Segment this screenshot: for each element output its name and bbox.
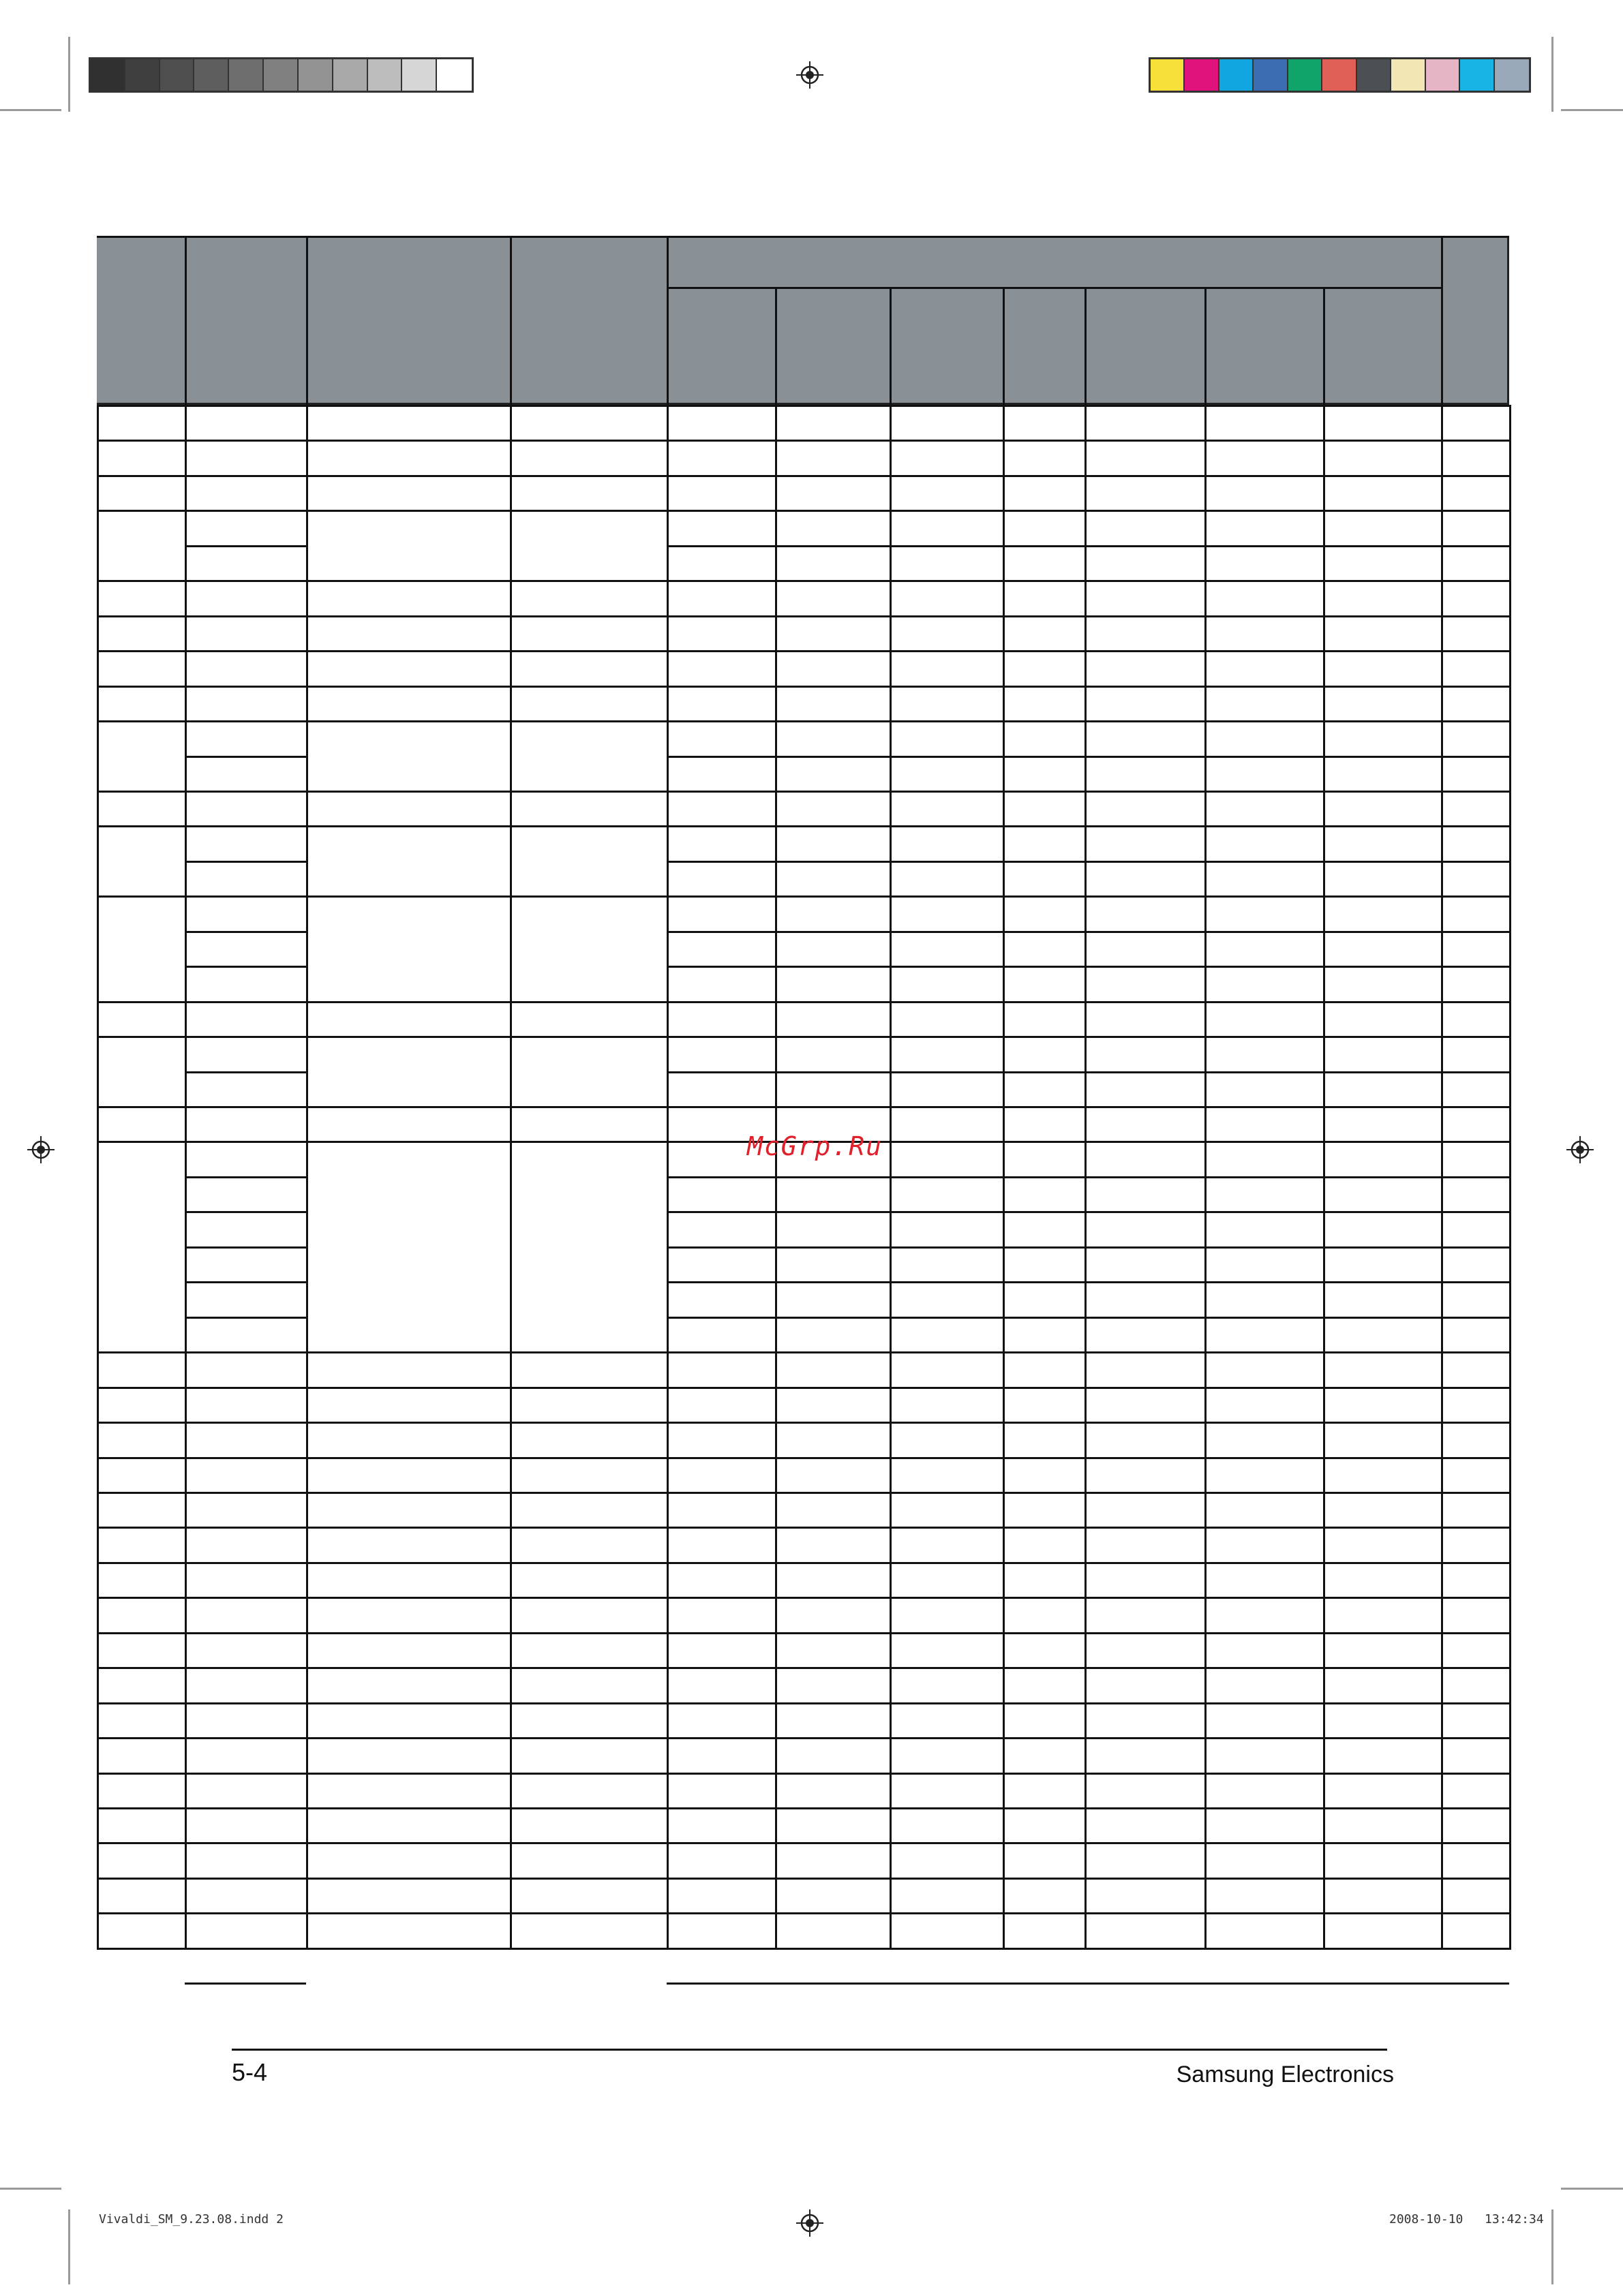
- row-divider: [97, 1773, 667, 1775]
- header-divider: [667, 236, 669, 405]
- column-divider: [1323, 405, 1325, 1950]
- color-swatch: [1426, 59, 1460, 91]
- row-divider: [667, 1106, 1509, 1108]
- color-swatch: [333, 59, 368, 91]
- row-divider: [97, 440, 667, 442]
- row-divider: [185, 1562, 306, 1564]
- row-divider: [97, 1387, 667, 1389]
- row-divider: [185, 650, 306, 652]
- crop-mark: [1561, 2188, 1623, 2190]
- row-divider: [97, 1457, 667, 1459]
- row-divider: [97, 1632, 667, 1634]
- column-divider: [667, 405, 669, 1950]
- row-divider: [667, 931, 1509, 933]
- row-divider: [97, 1912, 667, 1914]
- header-divider: [775, 287, 777, 405]
- color-swatch: [1357, 59, 1391, 91]
- row-divider: [185, 1527, 306, 1529]
- color-swatch: [229, 59, 264, 91]
- row-divider: [185, 615, 306, 617]
- header-divider: [510, 236, 512, 405]
- row-divider: [97, 1106, 667, 1108]
- row-divider: [185, 1948, 306, 1950]
- column-divider: [775, 405, 777, 1950]
- row-divider: [185, 1317, 306, 1319]
- row-divider: [667, 1667, 1509, 1669]
- registration-target-icon: [27, 1136, 55, 1163]
- row-divider: [667, 1632, 1509, 1634]
- row-divider: [667, 1211, 1509, 1213]
- row-divider: [97, 475, 667, 477]
- color-swatch: [264, 59, 299, 91]
- row-divider: [667, 1562, 1509, 1564]
- row-divider: [667, 1001, 1509, 1003]
- row-divider: [185, 1071, 306, 1073]
- row-divider: [667, 545, 1509, 547]
- slug-file: Vivaldi_SM_9.23.08.indd 2: [99, 2212, 284, 2226]
- row-divider: [97, 1351, 667, 1353]
- row-divider: [97, 510, 667, 512]
- column-divider: [1003, 405, 1005, 1950]
- row-divider: [185, 1842, 306, 1844]
- color-swatch: [1460, 59, 1494, 91]
- row-divider: [667, 615, 1509, 617]
- row-divider: [185, 1036, 306, 1038]
- row-divider: [97, 1562, 667, 1564]
- row-divider: [185, 1807, 306, 1809]
- color-swatch: [1219, 59, 1254, 91]
- row-divider: [667, 1807, 1509, 1809]
- color-swatch: [1288, 59, 1322, 91]
- row-divider: [667, 1878, 1509, 1880]
- row-divider: [667, 825, 1509, 827]
- row-divider: [185, 896, 306, 898]
- row-divider: [185, 1912, 306, 1914]
- color-swatch: [1185, 59, 1219, 91]
- color-swatch: [1391, 59, 1425, 91]
- row-divider: [185, 1457, 306, 1459]
- row-divider: [667, 1912, 1509, 1914]
- header-divider: [1204, 287, 1207, 405]
- row-divider: [185, 545, 306, 547]
- row-divider: [667, 1948, 1509, 1950]
- row-divider: [667, 1983, 1509, 1985]
- crop-mark: [0, 2188, 61, 2190]
- header-divider: [1441, 236, 1443, 405]
- crop-mark: [1551, 37, 1553, 112]
- row-divider: [667, 756, 1509, 758]
- row-divider: [667, 861, 1509, 863]
- watermark: McGrp.Ru: [747, 1131, 883, 1161]
- color-swatch: [368, 59, 403, 91]
- row-divider: [667, 580, 1509, 582]
- row-divider: [185, 1351, 306, 1353]
- row-divider: [185, 1176, 306, 1178]
- row-divider: [97, 1036, 667, 1038]
- row-divider: [667, 1597, 1509, 1599]
- row-divider: [97, 1492, 667, 1494]
- color-swatch: [194, 59, 229, 91]
- row-divider: [185, 1211, 306, 1213]
- crop-mark: [0, 109, 61, 111]
- crop-mark: [68, 37, 70, 112]
- row-divider: [185, 1983, 306, 1985]
- row-divider: [97, 1141, 667, 1143]
- row-divider: [97, 405, 667, 407]
- row-divider: [185, 1773, 306, 1775]
- crop-mark: [68, 2209, 70, 2284]
- grayscale-color-bar: [89, 57, 474, 93]
- row-divider: [185, 1387, 306, 1389]
- column-divider: [1204, 405, 1207, 1950]
- row-divider: [185, 1597, 306, 1599]
- header-divider: [667, 287, 1441, 289]
- process-color-bar: [1149, 57, 1531, 93]
- row-divider: [185, 1106, 306, 1108]
- column-divider: [97, 405, 99, 1950]
- row-divider: [185, 861, 306, 863]
- slug-date: 2008-10-10: [1389, 2212, 1463, 2226]
- header-divider: [1323, 287, 1325, 405]
- row-divider: [185, 931, 306, 933]
- color-swatch: [160, 59, 195, 91]
- row-divider: [185, 1702, 306, 1704]
- column-divider: [185, 405, 187, 1950]
- column-divider: [1509, 405, 1511, 1950]
- registration-target-icon: [796, 2209, 823, 2237]
- row-divider: [667, 1317, 1509, 1319]
- row-divider: [185, 1422, 306, 1424]
- row-divider: [185, 580, 306, 582]
- row-divider: [185, 1667, 306, 1669]
- row-divider: [667, 896, 1509, 898]
- row-divider: [667, 966, 1509, 968]
- crop-mark: [1551, 2209, 1553, 2284]
- row-divider: [185, 1246, 306, 1249]
- row-divider: [97, 1667, 667, 1669]
- row-divider: [667, 1281, 1509, 1283]
- row-divider: [185, 510, 306, 512]
- color-swatch: [1151, 59, 1185, 91]
- color-swatch: [91, 59, 125, 91]
- row-divider: [667, 1351, 1509, 1353]
- row-divider: [97, 580, 667, 582]
- row-divider: [667, 650, 1509, 652]
- row-divider: [185, 440, 306, 442]
- row-divider: [185, 825, 306, 827]
- color-swatch: [437, 59, 472, 91]
- row-divider: [185, 1281, 306, 1283]
- column-divider: [1084, 405, 1087, 1950]
- row-divider: [667, 686, 1509, 688]
- row-divider: [667, 1842, 1509, 1844]
- row-divider: [667, 1246, 1509, 1249]
- row-divider: [185, 966, 306, 968]
- row-divider: [667, 1773, 1509, 1775]
- row-divider: [667, 1036, 1509, 1038]
- row-divider: [667, 1527, 1509, 1529]
- row-divider: [185, 1492, 306, 1494]
- color-swatch: [402, 59, 437, 91]
- header-divider: [1084, 287, 1087, 405]
- row-divider: [667, 440, 1509, 442]
- header-divider: [890, 287, 892, 405]
- row-divider: [185, 1632, 306, 1634]
- column-divider: [306, 405, 308, 1950]
- row-divider: [667, 475, 1509, 477]
- row-divider: [667, 1387, 1509, 1389]
- row-divider: [185, 720, 306, 722]
- row-divider: [667, 1422, 1509, 1424]
- row-divider: [97, 1807, 667, 1809]
- row-divider: [97, 1842, 667, 1844]
- slug-time: 13:42:34: [1485, 2212, 1544, 2226]
- row-divider: [185, 756, 306, 758]
- column-divider: [1441, 405, 1443, 1950]
- row-divider: [667, 1737, 1509, 1739]
- row-divider: [97, 1001, 667, 1003]
- row-divider: [185, 1878, 306, 1880]
- row-divider: [185, 791, 306, 793]
- row-divider: [97, 1702, 667, 1704]
- table-header: [97, 236, 1509, 405]
- row-divider: [97, 720, 667, 722]
- row-divider: [97, 791, 667, 793]
- crop-mark: [1561, 109, 1623, 111]
- row-divider: [667, 1702, 1509, 1704]
- row-divider: [97, 1597, 667, 1599]
- color-swatch: [1254, 59, 1288, 91]
- color-swatch: [299, 59, 333, 91]
- row-divider: [185, 1001, 306, 1003]
- row-divider: [185, 686, 306, 688]
- row-divider: [667, 1071, 1509, 1073]
- color-swatch: [1322, 59, 1356, 91]
- row-divider: [97, 650, 667, 652]
- row-divider: [97, 615, 667, 617]
- row-divider: [185, 475, 306, 477]
- header-divider: [185, 236, 187, 405]
- color-swatch: [1495, 59, 1529, 91]
- row-divider: [667, 510, 1509, 512]
- row-divider: [97, 1422, 667, 1424]
- row-divider: [667, 405, 1509, 407]
- row-divider: [185, 405, 306, 407]
- page-number: 5-4: [232, 2058, 268, 2086]
- row-divider: [185, 1737, 306, 1739]
- row-divider: [97, 1737, 667, 1739]
- column-divider: [510, 405, 512, 1950]
- company-name: Samsung Electronics: [1176, 2062, 1394, 2087]
- row-divider: [97, 1948, 667, 1950]
- row-divider: [97, 686, 667, 688]
- header-divider: [1003, 287, 1005, 405]
- row-divider: [667, 1457, 1509, 1459]
- row-divider: [97, 1878, 667, 1880]
- registration-target-icon: [1566, 1136, 1594, 1163]
- row-divider: [667, 1492, 1509, 1494]
- row-divider: [97, 1527, 667, 1529]
- header-divider: [306, 236, 308, 405]
- row-divider: [185, 1141, 306, 1143]
- registration-target-icon: [796, 61, 823, 89]
- color-swatch: [125, 59, 160, 91]
- row-divider: [667, 791, 1509, 793]
- table-border: [97, 236, 1509, 238]
- row-divider: [97, 825, 667, 827]
- row-divider: [667, 720, 1509, 722]
- column-divider: [890, 405, 892, 1950]
- footer-rule: [232, 2049, 1387, 2051]
- row-divider: [667, 1176, 1509, 1178]
- row-divider: [97, 896, 667, 898]
